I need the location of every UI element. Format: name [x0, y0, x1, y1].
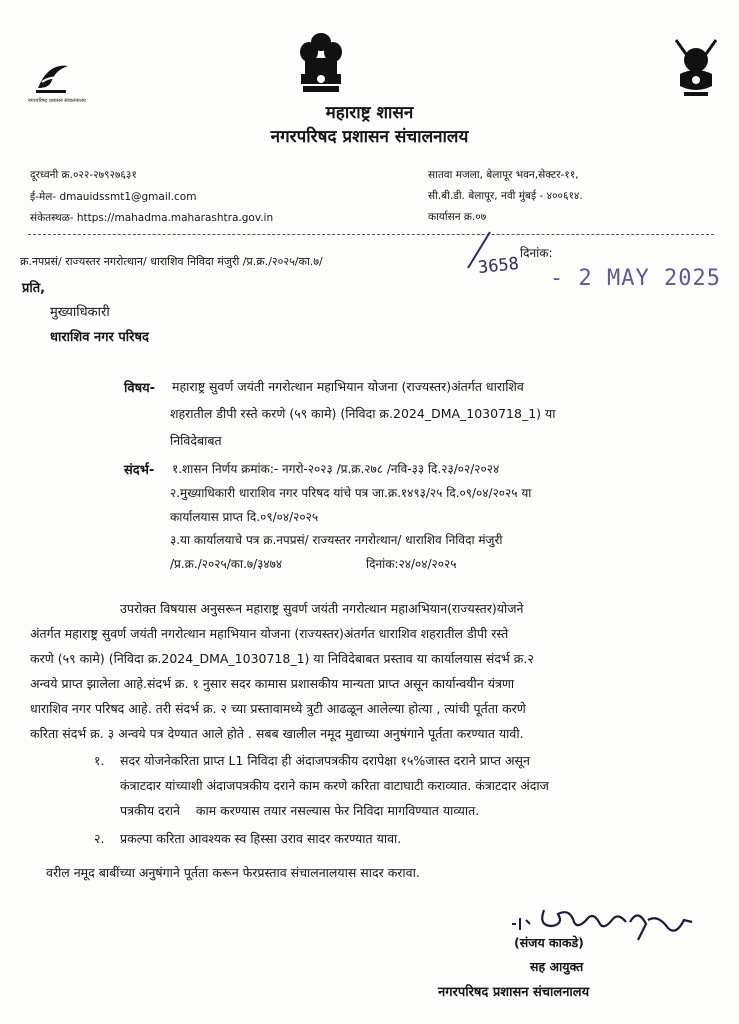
body-line-3: करणे (५९ कामे) (निविदा क्र.2024_DMA_1030718_1) या निविदेबाबत प्रस्ताव या कार्यालयास संदर्भ क्र.२ [30, 651, 534, 666]
email-address: ई-मेल- dmauidssmt1@gmail.com [30, 191, 197, 203]
date-label: दिनांक: [520, 246, 553, 260]
reference-2-line-2: कार्यालयास प्राप्त दि.०९/०४/२०२५ [170, 510, 319, 524]
logo-caption: नगरपरिषद प्रशासन संचालनालय [28, 98, 86, 104]
header-divider [28, 234, 714, 235]
signatory-designation: सह आयुक्त [530, 959, 584, 974]
subject-line-3: निविदेबाबत [170, 433, 222, 448]
reference-3-line-2a: /प्र.क्र./२०२५/का.७/३४७४ [170, 557, 283, 571]
signatory-name: (संजय काकडे) [514, 935, 584, 950]
item-1-line-3: पत्रकीय दराने काम करण्यास तयार नसल्यास फेर निविदा मागविण्यात याव्यात. [120, 803, 480, 818]
handwritten-outward-number: 3658 [477, 253, 520, 279]
address-line-2: सी.बी.डी. बेलापूर, नवी मुंबई - ४००६१४. [428, 190, 583, 202]
directorate-title: नगरपरिषद प्रशासन संचालनालय [270, 127, 469, 147]
department-logo-icon [28, 58, 78, 98]
reference-2-line-1: २.मुख्याधिकारी धाराशिव नगर परिषद यांचे पत्र जा.क्र.१४९३/२५ दि.०९/०४/२०२५ या [170, 486, 532, 500]
rajmudra-seal-icon [670, 36, 722, 100]
lion-capital-emblem-icon [291, 28, 351, 98]
addressee-designation: मुख्याधिकारी [50, 305, 110, 320]
item-1-line-1: सदर योजनेकरिता प्राप्त L1 निविदा ही अंदाजपत्रकीय दरापेक्षा १५%जास्त दराने प्राप्त असून [120, 753, 530, 768]
date-stamp: - 2 MAY 2025 [550, 266, 721, 291]
subject-label: विषय- [124, 381, 156, 396]
body-line-1: उपरोक्त विषयास अनुसरून महाराष्ट्र सुवर्ण जयंती नगरोत्थान महाअभियान(राज्यस्तर)योजने [120, 601, 524, 616]
subject-line-2: शहरातील डीपी रस्ते करणे (५९ कामे) (निविदा क्र.2024_DMA_1030718_1) या [170, 406, 556, 421]
references-label: संदर्भ- [124, 463, 155, 478]
phone-number: दूरध्वनी क्र.०२२-२७९२७६३१ [30, 169, 137, 181]
reference-1: १.शासन निर्णय क्रमांक:- नगरो-२०२३ /प्र.क्र.२७८ /नवि-३३ दि.२३/०२/२०२४ [172, 462, 500, 476]
body-line-2: अंतर्गत महाराष्ट्र सुवर्ण जयंती नगरोत्थान महाभियान योजना (राज्यस्तर)अंतर्गत धाराशिव शहरातील डीपी रस्ते [30, 626, 509, 641]
desk-number: कार्यासन क्र.०७ [428, 211, 487, 223]
body-line-6: करिता संदर्भ क्र. ३ अन्वये पत्र देण्यात आले होते . सबब खालील नमूद मुद्याच्या अनुषंगाने पूर्तता करण्यात यावी. [30, 726, 524, 741]
item-1-number: १. [94, 753, 105, 768]
reference-3-line-2b: दिनांक:२४/०४/२०२५ [366, 557, 457, 571]
national-emblem [291, 28, 351, 98]
subject-line-1: महाराष्ट्र सुवर्ण जयंती नगरोत्थान महाभियान योजना (राज्यस्तर)अंतर्गत धाराशिव [172, 379, 524, 394]
body-line-4: अन्वये प्राप्त झालेला आहे.संदर्भ क्र. १ नुसार सदर कामास प्रशासकीय मान्यता प्राप्त असून कार्यान्वयीन यंत्रणा [30, 676, 515, 691]
item-1-line-2: कंत्राटदार यांच्याशी अंदाजपत्रकीय दराने काम करणे करिता वाटाघाटी कराव्यात. कंत्राटदार अंदाज [120, 778, 549, 793]
address-line-1: सातवा मजला, बेलापूर भवन,सेक्टर-११, [428, 169, 579, 181]
department-logo [28, 58, 86, 106]
reference-3-line-1: ३.या कार्यालयाचे पत्र क्र.नपप्रसं/ राज्यस्तर नगरोत्थान/ धाराशिव निविदा मंजुरी [170, 533, 503, 547]
closing-line: वरील नमूद बाबींच्या अनुषंगाने पूर्तता करून फेरप्रस्ताव संचालनालयास सादर करावा. [46, 865, 420, 880]
letter-reference: क्र.नपप्रसं/ राज्यस्तर नगरोत्थान/ धाराशिव निविदा मंजुरी /प्र.क्र./२०२५/का.७/ [20, 255, 323, 268]
addressee-office: धाराशिव नगर परिषद [50, 330, 149, 345]
item-2-line-1: प्रकल्पा करिता आवश्यक स्व हिस्सा उराव सादर करण्यात यावा. [120, 831, 402, 846]
item-2-number: २. [94, 831, 105, 846]
website-url: संकेतस्थळ- https://mahadma.maharashtra.gov.in [30, 212, 274, 224]
body-line-5: धाराशिव नगर परिषद आहे. तरी संदर्भ क्र. २ च्या प्रस्तावामध्ये त्रुटी आढळून आलेल्या होत्या , त्यांची पूर्तता करणे [30, 701, 526, 716]
addressee-to: प्रति, [22, 281, 46, 296]
signatory-office: नगरपरिषद प्रशासन संचालनालय [438, 985, 590, 1000]
state-seal [670, 36, 722, 100]
government-title: महाराष्ट्र शासन [325, 103, 414, 123]
